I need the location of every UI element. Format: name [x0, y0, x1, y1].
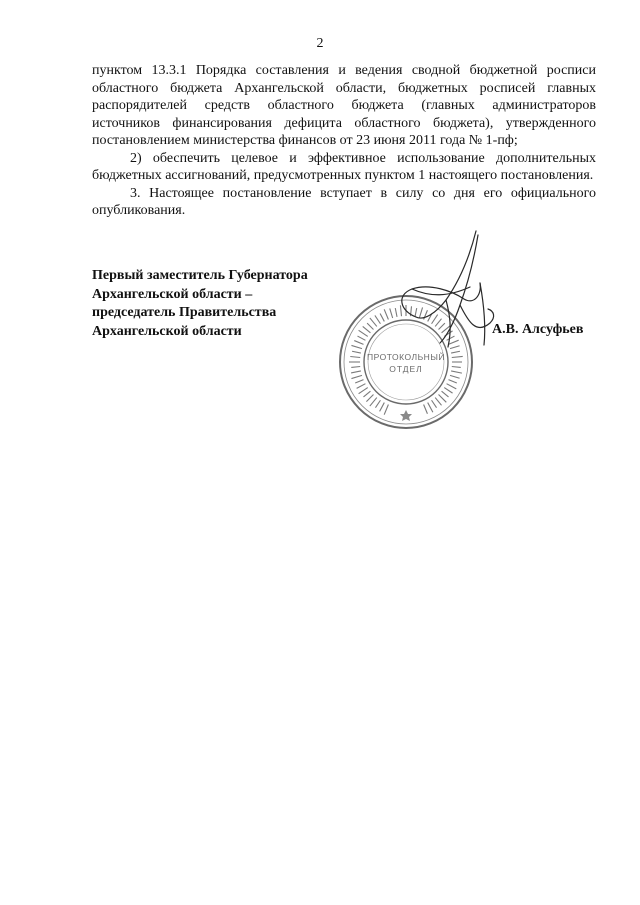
seal-letter-mark	[380, 313, 384, 321]
seal-letter-mark	[355, 380, 363, 383]
signer-name: А.В. Алсуфьев	[492, 322, 584, 337]
seal-letter-mark	[366, 395, 373, 402]
signer-position-line: председатель Правительства	[92, 305, 277, 320]
paragraph-item-2: 2) обеспечить целевое и эффективное использование дополнительных бюджетных ассигнований, предусмотренных пунктом 1 настоящего постановления.	[92, 150, 596, 183]
signer-position-line: Архангельской области –	[92, 286, 253, 302]
seal-letter-mark	[448, 380, 456, 383]
signer-position-line: Первый заместитель Губернатора	[92, 268, 308, 283]
seal-letter-mark	[359, 388, 368, 394]
document-body	[92, 62, 596, 220]
seal-letter-mark	[352, 351, 361, 353]
seal-letter-mark	[435, 398, 441, 406]
seal-letter-mark	[367, 323, 373, 329]
seal-letter-mark	[444, 388, 452, 394]
seal-letter-mark	[432, 400, 437, 407]
seal-letter-mark	[357, 384, 366, 389]
seal-letter-mark	[450, 375, 460, 378]
seal-letter-mark	[357, 336, 365, 340]
seal-letter-mark	[354, 341, 363, 345]
seal-letter-mark	[351, 375, 362, 378]
handwritten-signature	[390, 225, 500, 375]
seal-letter-mark	[363, 391, 370, 397]
seal-letter-mark	[351, 371, 361, 373]
seal-center-text: ОТДЕЛ	[389, 364, 423, 374]
seal-letter-mark	[351, 345, 362, 348]
seal-letter-mark	[428, 403, 433, 413]
paragraph-item-3: 3. Настоящее постановление вступает в силу со дня его официального опубликования.	[92, 185, 596, 218]
signer-position-line: Архангельской области	[92, 323, 242, 339]
seal-letter-mark	[384, 404, 388, 414]
seal-letter-mark	[442, 391, 449, 397]
signer-position	[92, 267, 372, 341]
seal-letter-mark	[363, 326, 371, 332]
paragraph-continuation: пунктом 13.3.1 Порядка составления и ведения сводной бюджетной росписи областного бюджета Архангельской области, бюджетных росписей главных распорядителей средств областного бюджета (главных администраторов источников финансирования дефицита областного бюджета), утвержденного постановлением министерства финансов от 23 июня 2011 года № 1-пф;	[92, 63, 596, 148]
seal-letter-mark	[375, 400, 380, 407]
seal-star-icon	[400, 410, 412, 421]
seal-letter-mark	[359, 330, 368, 336]
seal-letter-mark	[447, 384, 457, 389]
seal-letter-mark	[380, 403, 385, 412]
page-number: 2	[316, 36, 324, 51]
seal-letter-mark	[370, 318, 377, 327]
seal-letter-mark	[350, 357, 360, 358]
seal-letter-mark	[351, 367, 360, 368]
seal-letter-mark	[370, 398, 377, 407]
seal-letter-mark	[384, 309, 388, 319]
seal-letter-mark	[439, 395, 447, 403]
seal-letter-mark	[424, 404, 428, 413]
seal-center-text: ПРОТОКОЛЬНЫЙ	[367, 352, 445, 362]
seal-letter-mark	[375, 315, 381, 323]
